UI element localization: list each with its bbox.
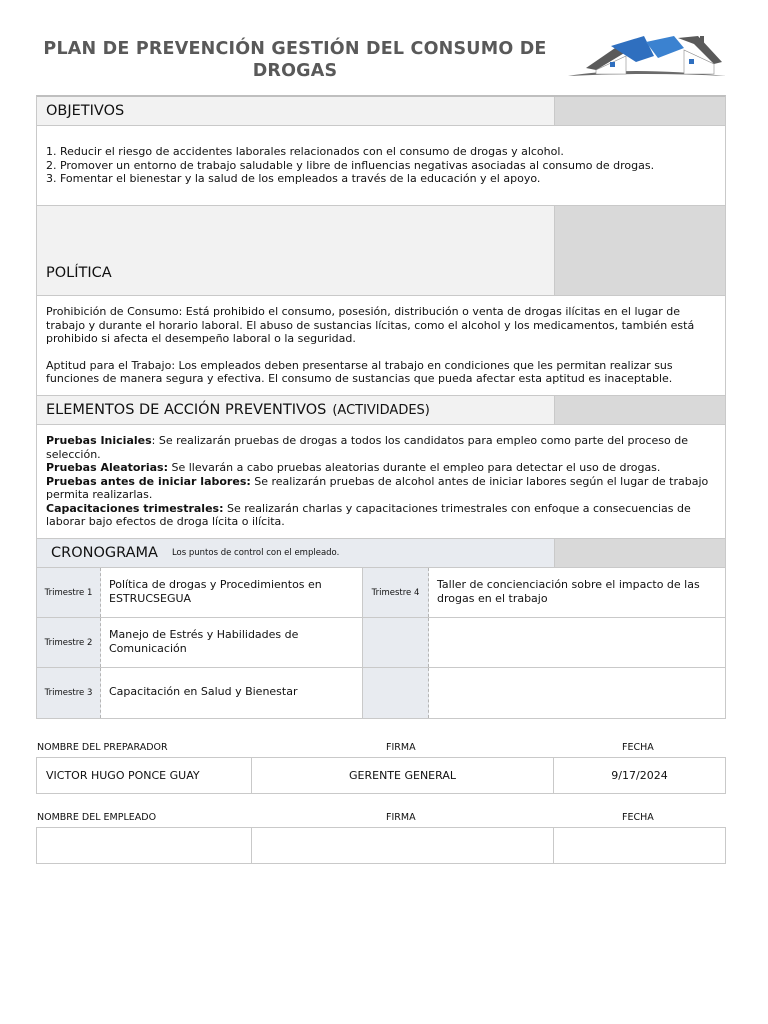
objetivos-heading: OBJETIVOS xyxy=(46,103,125,119)
table-row xyxy=(37,568,725,618)
elemento-item: Pruebas antes de iniciar labores: Se realizarán pruebas de alcohol antes de iniciar labores según el lugar de trabajo permita realizarlas. xyxy=(46,474,709,501)
quarter-label: Trimestre 3 xyxy=(37,668,101,718)
objetivo-item: 3. Fomentar el bienestar y la salud de los empleados a través de la educación y el apoyo. xyxy=(46,172,541,185)
preparador-firma-field[interactable]: GERENTE GENERAL xyxy=(252,758,554,793)
quarter-activity: Política de drogas y Procedimientos en ESTRUCSEGUA xyxy=(101,568,363,617)
cronograma-header xyxy=(37,539,725,568)
preparador-name-label: NOMBRE DEL PREPARADOR xyxy=(37,742,168,753)
quarter-label xyxy=(363,668,429,718)
preparador-labels xyxy=(36,742,726,756)
elemento-item: Pruebas Iniciales: Se realizarán pruebas de drogas a todos los candidatos para empleo como parte del proceso de selección. xyxy=(46,434,689,461)
elementos-body xyxy=(37,425,725,539)
quarter-label xyxy=(363,618,429,667)
politica-heading: POLÍTICA xyxy=(46,265,112,281)
cronograma-table xyxy=(37,568,725,718)
quarter-label: Trimestre 1 xyxy=(37,568,101,617)
politica-paragraph: Aptitud para el Trabajo: Los empleados deben presentarse al trabajo en condiciones que les permitan realizar sus funciones de manera segura y efectiva. El consumo de sustancias que pueda afectar esta aptitud es inaceptable. xyxy=(46,358,673,385)
preparador-fecha-label: FECHA xyxy=(622,742,654,753)
empleado-name-label: NOMBRE DEL EMPLEADO xyxy=(37,812,157,823)
plan-form xyxy=(36,95,726,719)
table-row xyxy=(37,668,725,718)
empleado-fecha-label: FECHA xyxy=(622,812,654,823)
politica-paragraph: Prohibición de Consumo: Está prohibido el consumo, posesión, distribución o venta de drogas ilícitas en el lugar de trabajo y durante el horario laboral. El abuso de sustancias lícitas, como el alcohol y los medicamentos, también está prohibido si afecta el desempeño laboral o la seguridad. xyxy=(46,305,695,345)
page-title: PLAN DE PREVENCIÓN GESTIÓN DEL CONSUMO DE DROGAS xyxy=(43,39,547,81)
house-roof-logo-icon xyxy=(566,32,728,82)
objetivos-header xyxy=(37,97,725,126)
empleado-firma-label: FIRMA xyxy=(386,812,416,823)
cronograma-subheading: Los puntos de control con el empleado. xyxy=(171,548,340,558)
quarter-activity xyxy=(429,618,725,667)
politica-body xyxy=(37,296,725,396)
elementos-header xyxy=(37,396,725,425)
empleado-labels xyxy=(36,812,726,826)
preparador-fecha-field[interactable]: 9/17/2024 xyxy=(611,769,668,782)
objetivo-item: 2. Promover un entorno de trabajo saludable y libre de influencias negativas asociadas al consumo de drogas. xyxy=(46,158,655,172)
cronograma-heading: CRONOGRAMA xyxy=(51,545,158,561)
elemento-item: Capacitaciones trimestrales: Se realizarán charlas y capacitaciones trimestrales con enfoque a consecuencias de laborar bajo efectos de droga lícita o ilícita. xyxy=(46,501,691,528)
preparador-row xyxy=(36,757,726,794)
table-row xyxy=(37,618,725,668)
quarter-activity: Manejo de Estrés y Habilidades de Comunicación xyxy=(101,618,363,667)
empleado-row xyxy=(36,827,726,864)
empleado-name-field[interactable] xyxy=(37,828,252,863)
empleado-fecha-field[interactable] xyxy=(554,828,725,863)
objetivos-body xyxy=(37,126,725,206)
quarter-activity xyxy=(429,668,725,718)
preparador-firma-label: FIRMA xyxy=(386,742,416,753)
empleado-firma-field[interactable] xyxy=(252,828,554,863)
quarter-activity: Taller de concienciación sobre el impacto de las drogas en el trabajo xyxy=(437,578,700,605)
quarter-label: Trimestre 4 xyxy=(363,568,429,617)
quarter-activity: Capacitación en Salud y Bienestar xyxy=(101,668,363,718)
elemento-item: Pruebas Aleatorias: Se llevarán a cabo pruebas aleatorias durante el empleo para detectar el uso de drogas. xyxy=(46,461,661,474)
politica-header xyxy=(37,206,725,296)
objetivo-item: 1. Reducir el riesgo de accidentes laborales relacionados con el consumo de drogas y alcohol. xyxy=(46,145,564,158)
preparador-name-field[interactable]: VICTOR HUGO PONCE GUAY xyxy=(37,758,252,793)
elementos-heading: ELEMENTOS DE ACCIÓN PREVENTIVOS (ACTIVIDADES) xyxy=(46,402,430,418)
quarter-label: Trimestre 2 xyxy=(37,618,101,667)
